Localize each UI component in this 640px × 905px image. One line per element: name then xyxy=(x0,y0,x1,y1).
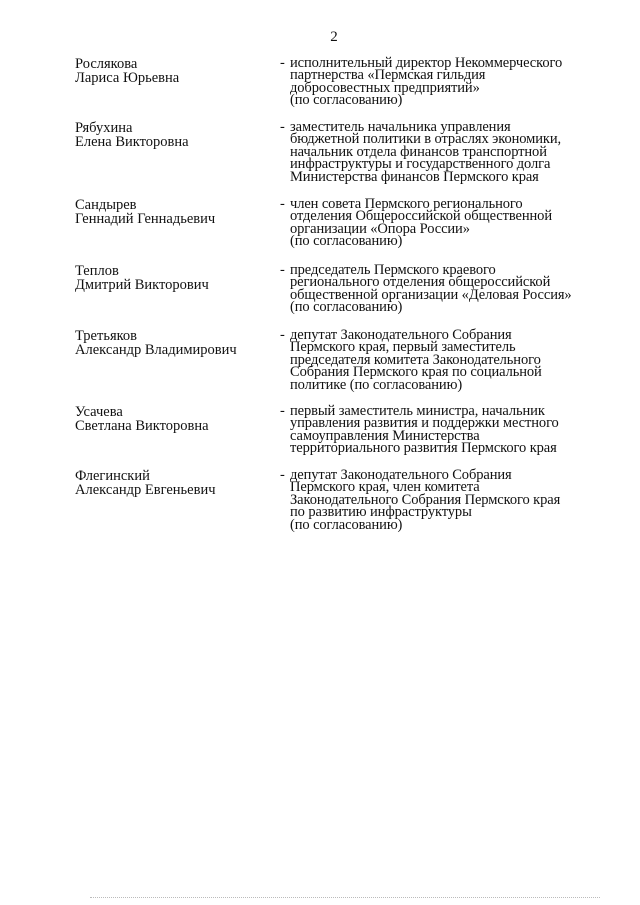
member-surname: Третьяков xyxy=(75,328,138,344)
member-given-names: Елена Викторовна xyxy=(75,134,189,150)
role-line: (по согласованию) xyxy=(290,92,403,109)
member-name xyxy=(75,469,275,497)
role-line: председателя комитета Законодательного xyxy=(290,351,541,368)
role-line: исполнительный директор Некоммерческого xyxy=(290,55,563,71)
role-line: по развитию инфраструктуры xyxy=(290,504,472,521)
member-name xyxy=(75,57,275,85)
member-role: - заместитель начальника управления бюджетной политики в отраслях экономики, начальник отдела финансов транспортной инфраструктуры и государственного долга Министерства финансов Пермского края xyxy=(280,121,610,183)
member-entry xyxy=(0,405,640,459)
member-given-names: Лариса Юрьевна xyxy=(75,70,180,86)
role-line: территориального развития Пермского края xyxy=(290,440,557,457)
member-surname: Усачева xyxy=(75,404,123,420)
member-name xyxy=(75,329,275,357)
member-entry xyxy=(0,329,640,395)
role-line: организации «Опора России» xyxy=(290,220,470,237)
member-surname: Рябухина xyxy=(75,120,133,136)
role-line: отделения Общероссийской общественной xyxy=(290,208,552,225)
member-given-names: Александр Владимирович xyxy=(75,342,237,358)
role-line: Пермского края, член комитета xyxy=(290,479,480,496)
member-role: - первый заместитель министра, начальник управления развития и поддержки местного самоуправления Министерства территориального развития Пермского края xyxy=(280,405,610,455)
member-entry xyxy=(0,198,640,258)
member-entry xyxy=(0,57,640,117)
member-entry xyxy=(0,264,640,324)
role-line: регионального отделения общероссийской xyxy=(290,274,551,291)
member-name xyxy=(75,405,275,433)
member-role: - председатель Пермского краевого регионального отделения общероссийской общественной организации «Деловая Россия» (по согласованию) xyxy=(280,264,610,314)
member-given-names: Александр Евгеньевич xyxy=(75,482,216,498)
member-given-names: Дмитрий Викторович xyxy=(75,277,209,293)
role-line: самоуправления Министерства xyxy=(290,427,480,444)
member-role: - член совета Пермского регионального отделения Общероссийской общественной организации «Опора России» (по согласованию) xyxy=(280,198,610,248)
role-line: начальник отдела финансов транспортной xyxy=(290,143,547,160)
role-line: председатель Пермского краевого xyxy=(290,262,496,278)
role-line: партнерства «Пермская гильдия xyxy=(290,67,486,84)
member-name xyxy=(75,121,275,149)
role-line: Пермского края, первый заместитель xyxy=(290,339,516,356)
role-line: инфраструктуры и государственного долга xyxy=(290,156,551,173)
member-role: - депутат Законодательного Собрания Пермского края, член комитета Законодательного Собрания Пермского края по развитию инфраструктуры (по согласованию) xyxy=(280,469,610,531)
member-given-names: Геннадий Геннадьевич xyxy=(75,211,216,227)
member-entry xyxy=(0,469,640,535)
role-line: член совета Пермского регионального xyxy=(290,196,523,212)
member-entry xyxy=(0,121,640,187)
member-surname: Рослякова xyxy=(75,56,138,72)
role-line: Министерства финансов Пермского края xyxy=(290,168,539,185)
member-role: - исполнительный директор Некоммерческого партнерства «Пермская гильдия добросовестных предприятий» (по согласованию) xyxy=(280,57,610,107)
page-number: 2 xyxy=(330,29,338,45)
member-surname: Теплов xyxy=(75,263,119,279)
member-surname: Сандырев xyxy=(75,197,137,213)
role-line: депутат Законодательного Собрания xyxy=(290,467,512,483)
member-name xyxy=(75,264,275,292)
role-line: политике (по согласованию) xyxy=(290,376,463,393)
member-name xyxy=(75,198,275,226)
role-line: депутат Законодательного Собрания xyxy=(290,327,512,343)
role-line: (по согласованию) xyxy=(290,299,403,316)
page-bottom-edge xyxy=(90,897,600,898)
role-line: бюджетной политики в отраслях экономики, xyxy=(290,131,562,148)
member-role: - депутат Законодательного Собрания Пермского края, первый заместитель председателя комитета Законодательного Собрания Пермского края по социальной политике (по согласованию) xyxy=(280,329,610,391)
member-surname: Флегинский xyxy=(75,468,150,484)
role-line: (по согласованию) xyxy=(290,233,403,250)
member-given-names: Светлана Викторовна xyxy=(75,418,209,434)
role-line: заместитель начальника управления xyxy=(290,119,511,135)
role-line: общественной организации «Деловая Россия» xyxy=(290,286,572,303)
role-line: добросовестных предприятий» xyxy=(290,79,480,96)
role-line: первый заместитель министра, начальник xyxy=(290,403,545,419)
role-line: (по согласованию) xyxy=(290,516,403,533)
role-line: управления развития и поддержки местного xyxy=(290,415,559,432)
role-line: Собрания Пермского края по социальной xyxy=(290,364,542,381)
role-line: Законодательного Собрания Пермского края xyxy=(290,491,561,508)
